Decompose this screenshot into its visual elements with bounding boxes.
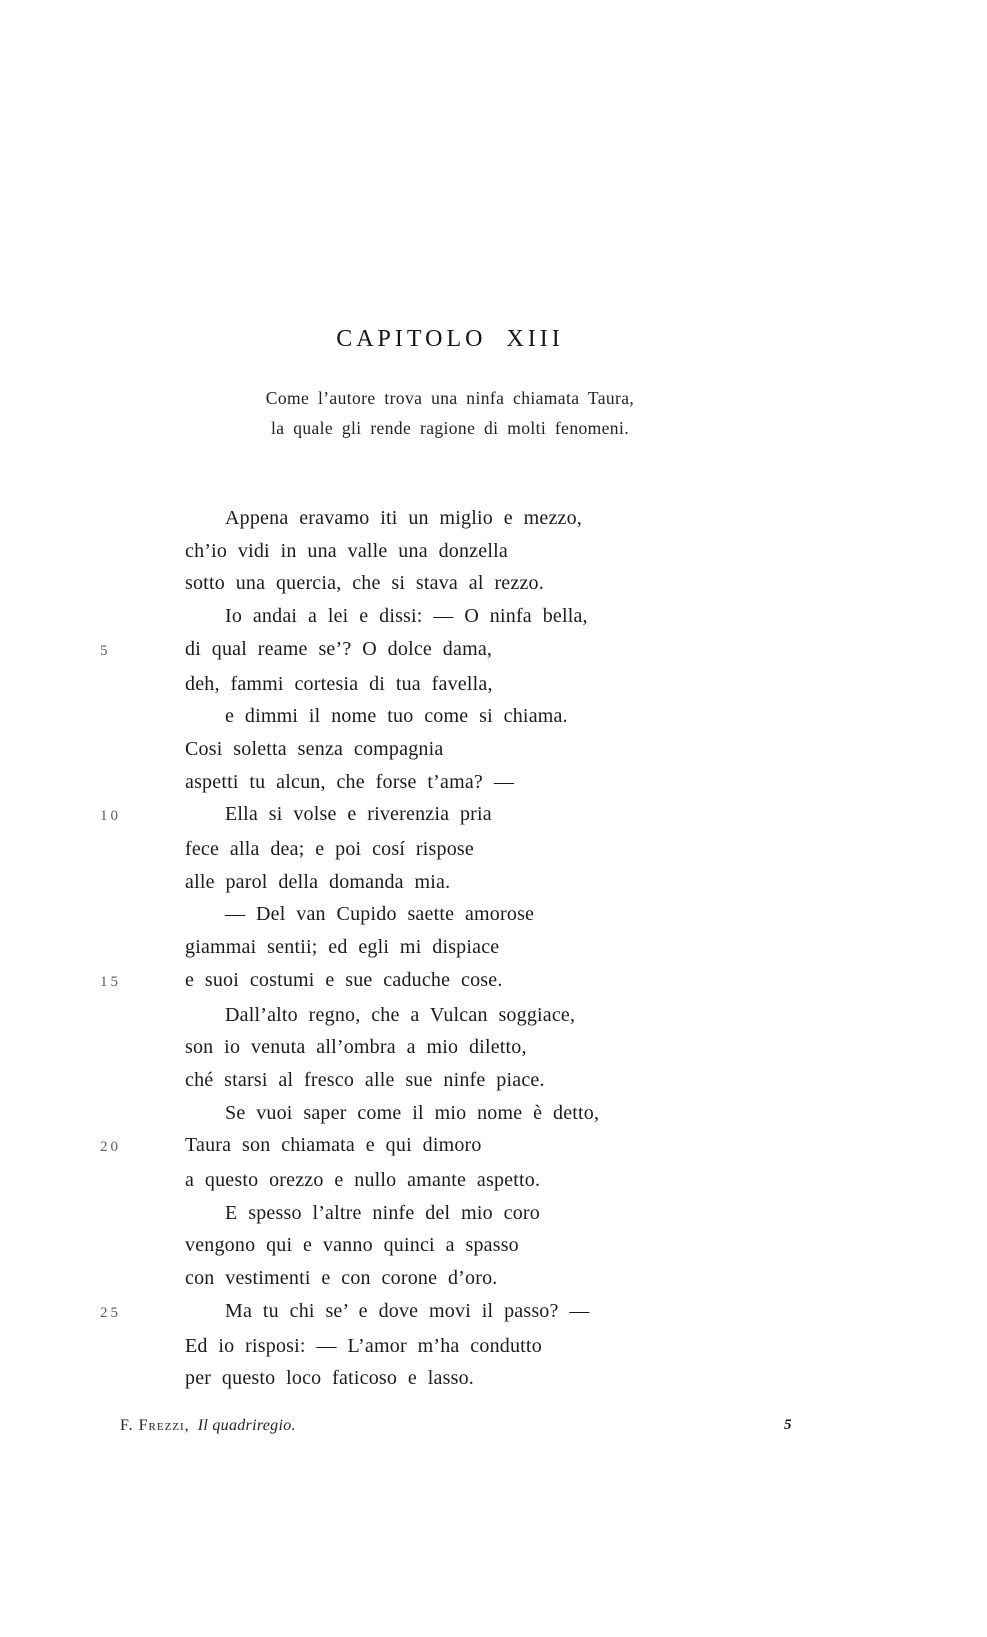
line-text: Se vuoi saper come il mio nome è detto, bbox=[225, 1101, 600, 1124]
poem-line bbox=[100, 600, 599, 633]
poem-line bbox=[100, 999, 599, 1032]
line-text: Dall’alto regno, che a Vulcan soggiace, bbox=[225, 1003, 576, 1026]
line-text: e dimmi il nome tuo come si chiama. bbox=[225, 705, 568, 728]
footer-author: F. Frezzi, bbox=[120, 1417, 190, 1434]
poem-line bbox=[100, 898, 599, 931]
chapter-subtitle bbox=[0, 383, 900, 443]
line-text: Io andai a lei e dissi: — O ninfa bella, bbox=[225, 605, 588, 628]
poem-line bbox=[100, 1097, 599, 1130]
page-number: 5 bbox=[784, 1417, 792, 1433]
line-text: Ella si volse e riverenzia pria bbox=[225, 803, 492, 826]
poem-line bbox=[100, 668, 599, 701]
line-text: alle parol della domanda mia. bbox=[185, 870, 451, 893]
poem-line bbox=[100, 700, 599, 733]
poem-line bbox=[100, 1262, 599, 1295]
poem-line bbox=[100, 1229, 599, 1262]
poem-line bbox=[100, 502, 599, 535]
line-number: 20 bbox=[100, 1139, 121, 1156]
poem-line bbox=[100, 633, 599, 668]
subtitle-line: la quale gli rende ragione di molti fenomeni. bbox=[271, 418, 629, 438]
line-text: Cosi soletta senza compagnia bbox=[185, 737, 444, 760]
line-text: son io venuta all’ombra a mio diletto, bbox=[185, 1036, 527, 1059]
poem-line bbox=[100, 535, 599, 568]
poem bbox=[100, 502, 599, 1395]
line-number: 25 bbox=[100, 1304, 121, 1321]
line-text: con vestimenti e con corone d’oro. bbox=[185, 1267, 498, 1290]
line-text: E spesso l’altre ninfe del mio coro bbox=[225, 1201, 540, 1224]
poem-line bbox=[100, 1330, 599, 1363]
line-text: Taura son chiamata e qui dimoro bbox=[185, 1134, 482, 1157]
line-number: 15 bbox=[100, 973, 121, 990]
poem-line bbox=[100, 733, 599, 766]
line-text: per questo loco faticoso e lasso. bbox=[185, 1367, 474, 1390]
poem-line bbox=[100, 1164, 599, 1197]
footer-signature bbox=[120, 1417, 296, 1435]
poem-line bbox=[100, 866, 599, 899]
chapter-title: CAPITOLO XIII bbox=[336, 326, 564, 352]
poem-line bbox=[100, 798, 599, 833]
poem-line bbox=[100, 833, 599, 866]
line-text: deh, fammi cortesia di tua favella, bbox=[185, 672, 493, 695]
footer-work-title: Il quadriregio. bbox=[197, 1417, 296, 1434]
line-text: vengono qui e vanno quinci a spasso bbox=[185, 1234, 519, 1257]
line-text: ch’io vidi in una valle una donzella bbox=[185, 539, 508, 562]
poem-line bbox=[100, 964, 599, 999]
line-text: giammai sentii; ed egli mi dispiace bbox=[185, 936, 500, 959]
heading-block bbox=[0, 326, 900, 353]
line-text: a questo orezzo e nullo amante aspetto. bbox=[185, 1169, 541, 1192]
poem-line bbox=[100, 567, 599, 600]
poem-line bbox=[100, 1129, 599, 1164]
poem-line bbox=[100, 1031, 599, 1064]
line-text: Ma tu chi se’ e dove movi il passo? — bbox=[225, 1299, 590, 1322]
line-number: 10 bbox=[100, 808, 121, 825]
subtitle-line: Come l’autore trova una ninfa chiamata Taura, bbox=[265, 388, 635, 408]
poem-line bbox=[100, 1362, 599, 1395]
line-text: di qual reame se’? O dolce dama, bbox=[185, 637, 493, 660]
poem-line bbox=[100, 931, 599, 964]
line-text: aspetti tu alcun, che forse t’ama? — bbox=[185, 770, 515, 793]
poem-line bbox=[100, 1197, 599, 1230]
line-number: 5 bbox=[100, 642, 111, 659]
line-text: fece alla dea; e poi cosí rispose bbox=[185, 838, 474, 861]
line-text: ché starsi al fresco alle sue ninfe piace. bbox=[185, 1068, 545, 1091]
line-text: e suoi costumi e sue caduche cose. bbox=[185, 968, 503, 991]
poem-line bbox=[100, 1295, 599, 1330]
line-text: Appena eravamo iti un miglio e mezzo, bbox=[225, 507, 583, 529]
poem-line bbox=[100, 766, 599, 799]
poem-line bbox=[100, 1064, 599, 1097]
line-text: — Del van Cupido saette amorose bbox=[225, 903, 535, 926]
line-text: Ed io risposi: — L’amor m’ha condutto bbox=[185, 1334, 542, 1357]
line-text: sotto una quercia, che si stava al rezzo. bbox=[185, 572, 544, 595]
